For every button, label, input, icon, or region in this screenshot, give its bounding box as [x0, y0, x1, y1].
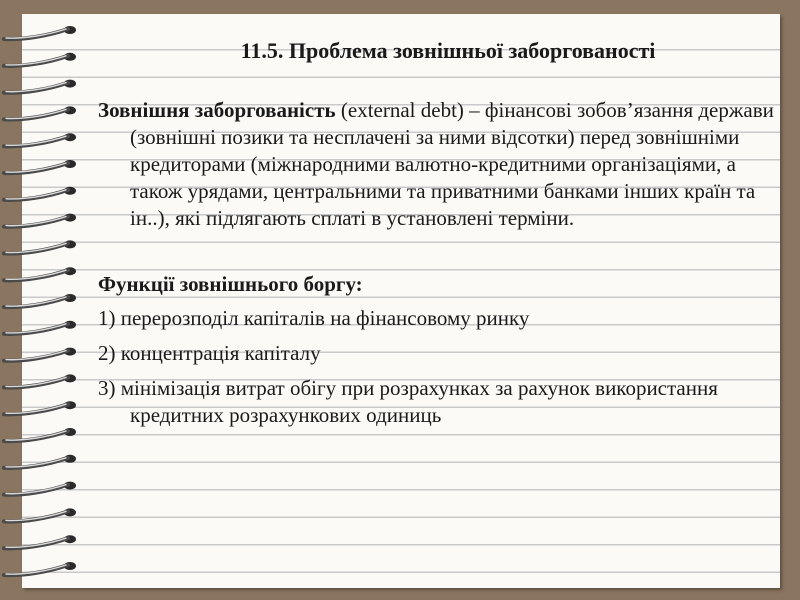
definition-term: Зовнішня заборгованість: [98, 98, 336, 122]
spiral-binding-icon: [0, 14, 90, 588]
definition-paragraph: [98, 97, 778, 232]
definition-text: (external debt) – фінансові зобов’язання держави (зовнішні позики та несплачені за ними відсотки) перед зовнішніми кредиторами (міжнародними валютно-кредитними організаціями, а також урядами, центральними та приватними банками інших країн та ін..), які підлягають сплаті в установлені терміни.: [130, 98, 774, 230]
slide-content: [98, 38, 778, 437]
functions-heading: Функції зовнішнього боргу:: [98, 272, 363, 296]
slide-title: 11.5. Проблема зовнішньої заборгованості: [240, 38, 656, 63]
list-item: 3) мінімізація витрат обігу при розрахунках за рахунок використання кредитних розрахункових одиниць: [98, 376, 718, 427]
list-item: 2) концентрація капіталу: [98, 341, 321, 365]
list-item: 1) перерозподіл капіталів на фінансовому ринку: [98, 306, 530, 330]
